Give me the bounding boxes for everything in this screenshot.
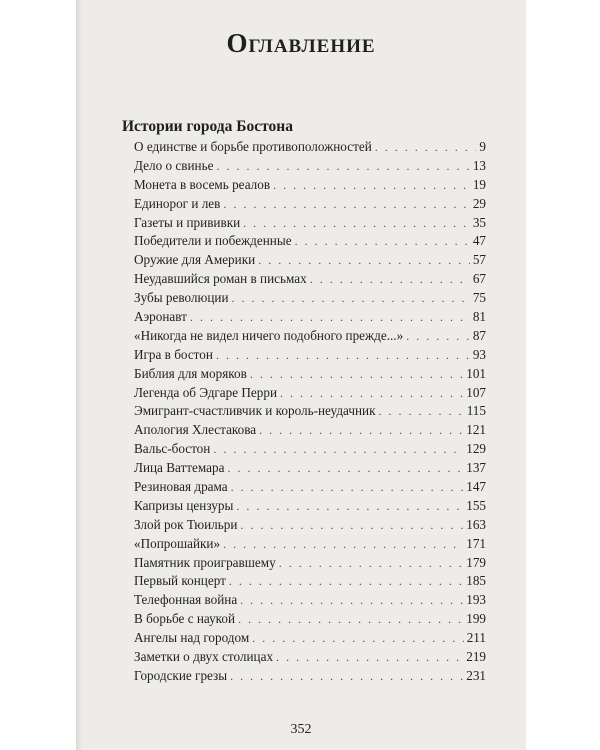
toc-entry-page: 137: [466, 460, 486, 476]
toc-entry-title: «Никогда не видел ничего подобного прежде...»: [134, 327, 404, 343]
toc-leader-dots: [223, 195, 469, 214]
toc-entry-title: Легенда об Эдгаре Перри: [134, 384, 278, 400]
toc-entry: [134, 195, 486, 214]
toc-entry-page: 219: [466, 649, 486, 665]
toc-entry-page: 231: [466, 667, 486, 683]
toc-entry-title: Ангелы над городом: [134, 630, 250, 646]
toc-leader-dots: [223, 535, 463, 554]
toc-entry: [134, 289, 486, 308]
toc-entry-title: Городские грезы: [134, 667, 228, 683]
toc-entry-title: Эмигрант-счастливчик и король-неудачник: [134, 403, 376, 419]
toc-entry-page: 129: [466, 441, 486, 457]
toc-entry-page: 147: [466, 479, 486, 495]
toc-entry: [134, 591, 486, 610]
toc-entry: [134, 327, 486, 346]
toc-entry-title: Первый концерт: [134, 573, 226, 589]
toc-entry: [134, 648, 486, 667]
toc-leader-dots: [295, 232, 470, 251]
toc-entry-title: Монета в восемь реалов: [134, 176, 271, 192]
toc-entry-title: Зубы революции: [134, 290, 229, 306]
toc-entry-page: 57: [472, 252, 486, 268]
toc-entry-page: 115: [466, 403, 486, 419]
toc-entry: [134, 176, 486, 195]
toc-entry: [134, 478, 486, 497]
toc-entry-page: 179: [466, 554, 486, 570]
toc-entry-title: О единстве и борьбе противоположностей: [134, 139, 372, 154]
toc-leader-dots: [230, 667, 463, 686]
toc-leader-dots: [216, 157, 469, 176]
toc-entry: [134, 365, 486, 384]
toc-entry-page: 29: [472, 195, 486, 211]
toc-entry-page: 199: [466, 611, 486, 627]
toc-entry-page: 47: [472, 233, 486, 249]
toc-entry-page: 35: [472, 214, 486, 230]
toc-leader-dots: [216, 346, 470, 365]
toc-entry: [134, 346, 486, 365]
table-of-contents: [134, 138, 486, 686]
toc-entry-title: Единорог и лев: [134, 195, 221, 211]
toc-entry: [134, 535, 486, 554]
book-page: [76, 0, 526, 750]
toc-entry-title: Неудавшийся роман в письмах: [134, 271, 307, 287]
toc-leader-dots: [279, 554, 464, 573]
toc-entry: [134, 554, 486, 573]
toc-leader-dots: [375, 138, 477, 157]
toc-entry: [134, 384, 486, 403]
toc-entry: [134, 610, 486, 629]
toc-entry: [134, 459, 486, 478]
toc-entry-title: Оружие для Америки: [134, 252, 256, 268]
toc-entry-title: Дело о свинье: [134, 157, 214, 173]
toc-entry-title: Апология Хлестакова: [134, 422, 257, 438]
toc-entry-page: 9: [479, 139, 486, 154]
toc-entry-page: 185: [466, 573, 486, 589]
toc-entry: [134, 572, 486, 591]
section-heading: Истории города Бостона: [122, 118, 293, 135]
toc-leader-dots: [227, 459, 463, 478]
toc-entry-title: Победители и побежденные: [134, 233, 292, 249]
toc-entry-page: 81: [472, 309, 486, 325]
toc-entry-page: 107: [466, 384, 486, 400]
toc-leader-dots: [258, 251, 470, 270]
toc-entry-title: Лица Ваттемара: [134, 460, 225, 476]
toc-entry-title: В борьбе с наукой: [134, 611, 236, 627]
page-title: Оглавление: [226, 28, 376, 58]
toc-entry: [134, 270, 486, 289]
toc-leader-dots: [236, 497, 463, 516]
toc-entry-title: Газеты и прививки: [134, 214, 241, 230]
toc-entry-title: Вальс-бостон: [134, 441, 211, 457]
toc-entry: [134, 138, 486, 157]
toc-entry-title: «Попрошайки»: [134, 535, 221, 551]
toc-entry-page: 171: [466, 535, 486, 551]
toc-entry-page: 193: [466, 592, 486, 608]
toc-entry: [134, 629, 486, 648]
toc-entry-title: Библия для моряков: [134, 365, 247, 381]
toc-leader-dots: [243, 214, 470, 233]
toc-entry: [134, 667, 486, 686]
toc-leader-dots: [379, 402, 464, 421]
toc-leader-dots: [238, 610, 463, 629]
toc-leader-dots: [252, 629, 464, 648]
toc-leader-dots: [276, 648, 463, 667]
toc-leader-dots: [280, 384, 463, 403]
toc-entry-title: Капризы цензуры: [134, 497, 234, 513]
toc-entry-page: 75: [472, 290, 486, 306]
toc-entry-page: 13: [472, 157, 486, 173]
toc-entry-title: Памятник проигравшему: [134, 554, 276, 570]
toc-leader-dots: [232, 289, 470, 308]
toc-entry-title: Аэронавт: [134, 309, 187, 325]
toc-entry-title: Резиновая драма: [134, 479, 228, 495]
toc-entry: [134, 421, 486, 440]
toc-leader-dots: [406, 327, 470, 346]
toc-entry-page: 211: [466, 630, 486, 646]
toc-entry: [134, 308, 486, 327]
toc-entry: [134, 516, 486, 535]
page-number: 352: [290, 722, 312, 737]
toc-leader-dots: [240, 591, 463, 610]
toc-entry-title: Телефонная война: [134, 592, 238, 608]
toc-entry-page: 67: [472, 271, 486, 287]
toc-entry-title: Заметки о двух столицах: [134, 649, 274, 665]
toc-leader-dots: [250, 365, 463, 384]
toc-entry-page: 163: [466, 516, 486, 532]
toc-entry: [134, 497, 486, 516]
toc-entry: [134, 157, 486, 176]
toc-entry: [134, 214, 486, 233]
toc-leader-dots: [259, 421, 463, 440]
toc-leader-dots: [240, 516, 463, 535]
toc-entry: [134, 440, 486, 459]
toc-entry-page: 19: [472, 176, 486, 192]
toc-entry-title: Злой рок Тюильри: [134, 516, 238, 532]
page-content: [76, 0, 526, 750]
toc-leader-dots: [231, 478, 464, 497]
toc-entry-page: 87: [472, 327, 486, 343]
toc-entry-page: 101: [466, 365, 486, 381]
toc-entry: [134, 251, 486, 270]
toc-leader-dots: [273, 176, 470, 195]
toc-entry-page: 93: [472, 346, 486, 362]
toc-leader-dots: [229, 572, 463, 591]
toc-leader-dots: [213, 440, 463, 459]
toc-entry: [134, 232, 486, 251]
toc-entry-title: Игра в бостон: [134, 346, 213, 362]
toc-leader-dots: [190, 308, 470, 327]
toc-entry-page: 121: [466, 422, 486, 438]
toc-entry-page: 155: [466, 497, 486, 513]
toc-leader-dots: [310, 270, 470, 289]
toc-entry: [134, 402, 486, 421]
